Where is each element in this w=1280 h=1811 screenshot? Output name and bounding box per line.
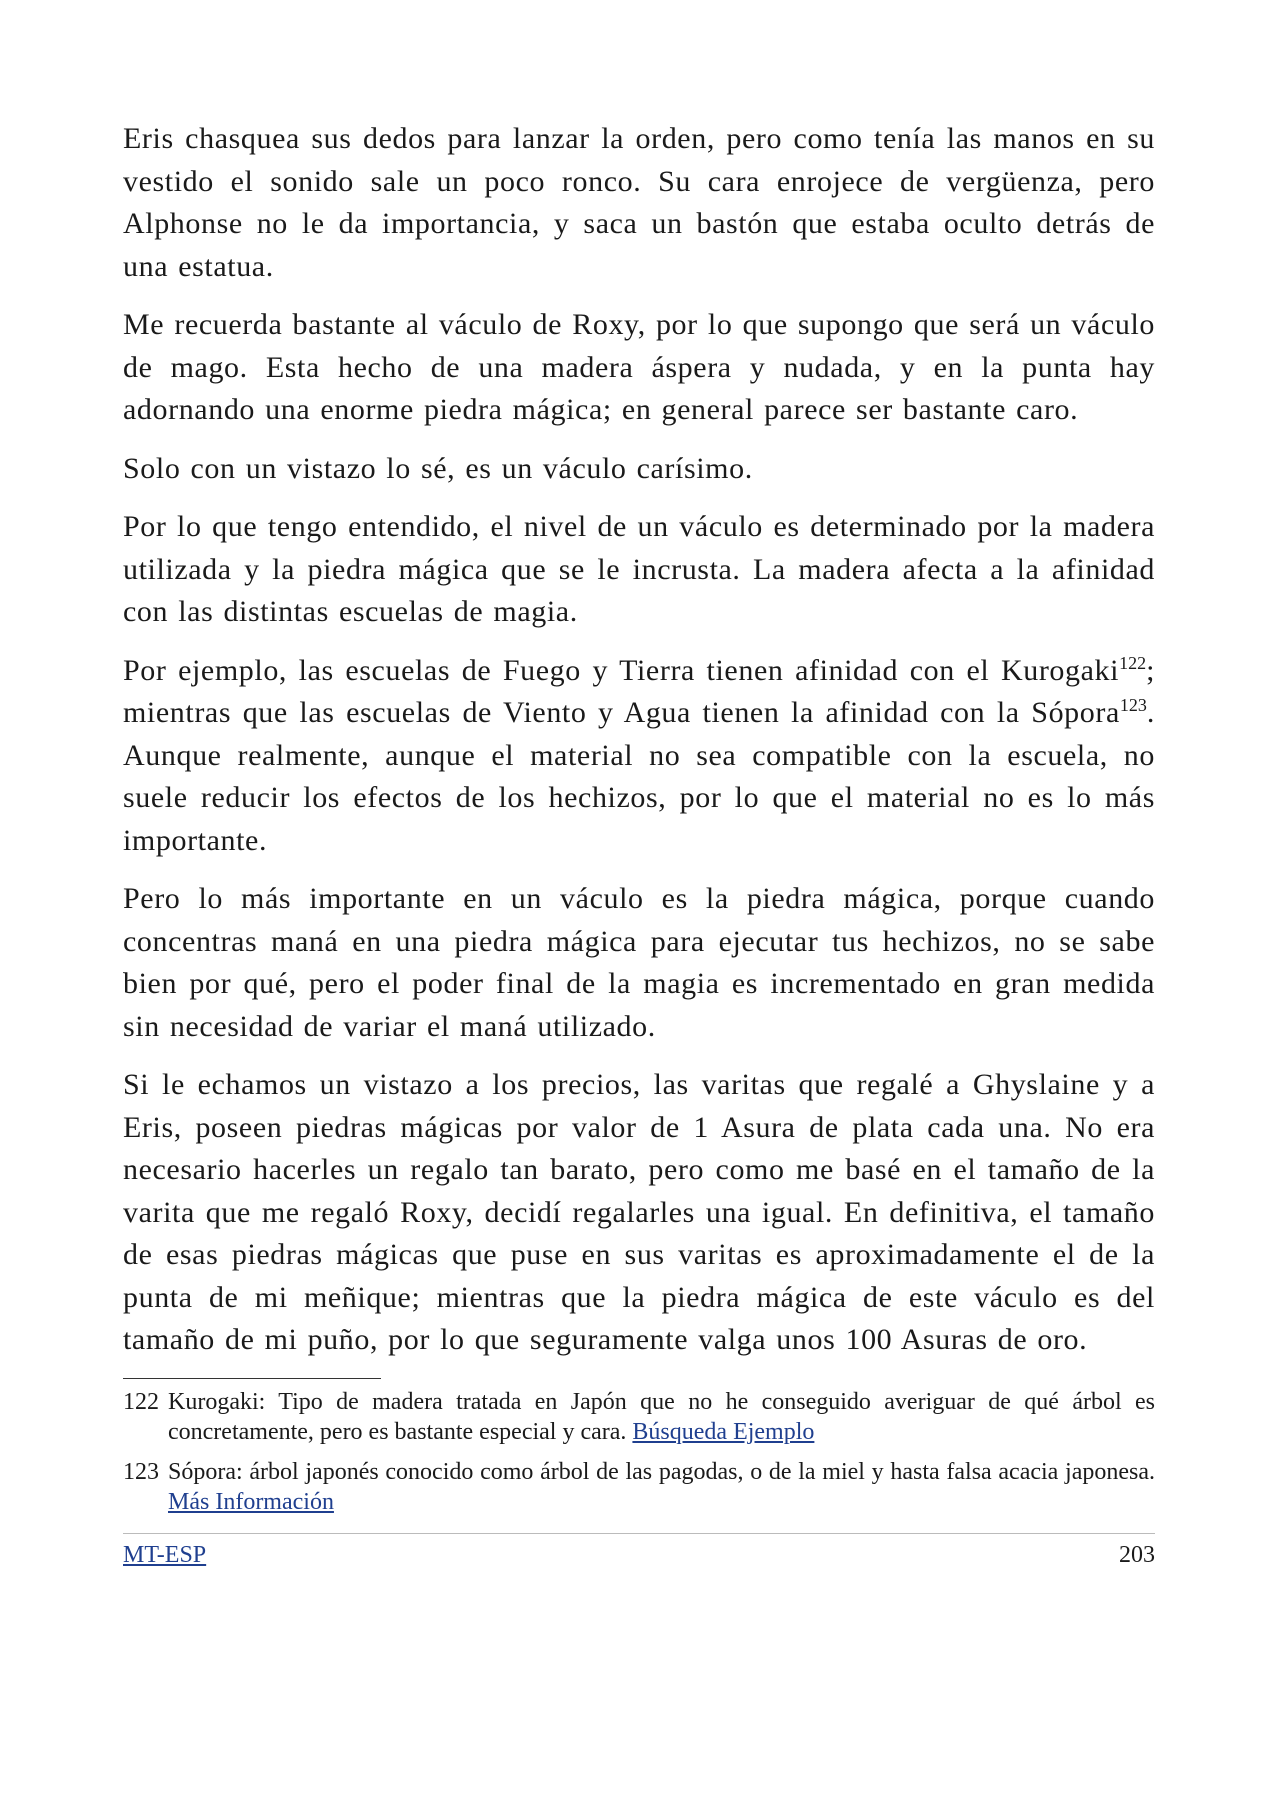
- footnote-text: Kurogaki: Tipo de madera tratada en Japón que no he conseguido averiguar de qué árbol es concretamente, pero es bastante especial y cara.: [168, 1388, 1155, 1445]
- footnote-123: [123, 1457, 1155, 1517]
- footnote-divider: [123, 1378, 381, 1379]
- paragraph-5-part-3: . Aunque realmente, aunque el material no sea compatible con la escuela, no suele reducir los efectos de los hechizos, por lo que el material no es lo más importante.: [123, 696, 1155, 857]
- paragraph-4: Por lo que tengo entendido, el nivel de un váculo es determinado por la madera utilizada y la piedra mágica que se le incrusta. La madera afecta a la afinidad con las distintas escuelas de magia.: [123, 510, 1155, 628]
- footnote-link-busqueda[interactable]: Búsqueda Ejemplo: [632, 1418, 815, 1445]
- body-text: [123, 118, 1155, 1362]
- paragraph-5: [123, 650, 1155, 863]
- paragraph-2: Me recuerda bastante al váculo de Roxy, por lo que supongo que será un váculo de mago. Esta hecho de una madera áspera y nudada, y en la punta hay adornando una enorme piedra mágica; en general parece ser bastante caro.: [123, 308, 1155, 426]
- paragraph-5-part-1: Por ejemplo, las escuelas de Fuego y Tierra tienen afinidad con el Kurogaki: [123, 653, 1120, 687]
- paragraph-3: Solo con un vistazo lo sé, es un váculo carísimo.: [123, 451, 753, 485]
- document-page: [123, 118, 1155, 1570]
- footnote-ref-123[interactable]: 123: [1119, 695, 1147, 715]
- paragraph-6: Pero lo más importante en un váculo es la piedra mágica, porque cuando concentras maná en una piedra mágica para ejecutar tus hechizos, no se sabe bien por qué, pero el poder final de la magia es incrementado en gran medida sin necesidad de variar el maná utilizado.: [123, 882, 1155, 1043]
- paragraph-1: Eris chasquea sus dedos para lanzar la orden, pero como tenía las manos en su vestido el sonido sale un poco ronco. Su cara enrojece de vergüenza, pero Alphonse no le da importancia, y saca un bastón que estaba oculto detrás de una estatua.: [123, 122, 1155, 283]
- page-number: 203: [1119, 1541, 1155, 1568]
- footnote-number: 122: [123, 1388, 159, 1415]
- footnote-number: 123: [123, 1458, 159, 1485]
- footnote-ref-122[interactable]: 122: [1119, 652, 1147, 673]
- page-footer: [123, 1533, 1155, 1570]
- paragraph-5-part-2: ; mientras que las escuelas de Viento y Agua tienen la afinidad con la Sópora: [123, 653, 1155, 729]
- footnote-text: Sópora: árbol japonés conocido como árbol de las pagodas, o de la miel y hasta falsa acacia japonesa.: [168, 1458, 1155, 1485]
- footnote-link-mas-informacion[interactable]: Más Información: [168, 1488, 334, 1515]
- paragraph-7: Si le echamos un vistazo a los precios, las varitas que regalé a Ghyslaine y a Eris, poseen piedras mágicas por valor de 1 Asura de plata cada una. No era necesario hacerles un regalo tan barato, pero como me basé en el tamaño de la varita que me regaló Roxy, decidí regalarles una igual. En definitiva, el tamaño de esas piedras mágicas que puse en sus varitas es aproximadamente el de la punta de mi meñique; mientras que la piedra mágica de este váculo es del tamaño de mi puño, por lo que seguramente valga unos 100 Asuras de oro.: [123, 1068, 1155, 1356]
- footnote-122: [123, 1387, 1155, 1447]
- footer-series-link[interactable]: MT-ESP: [123, 1541, 207, 1568]
